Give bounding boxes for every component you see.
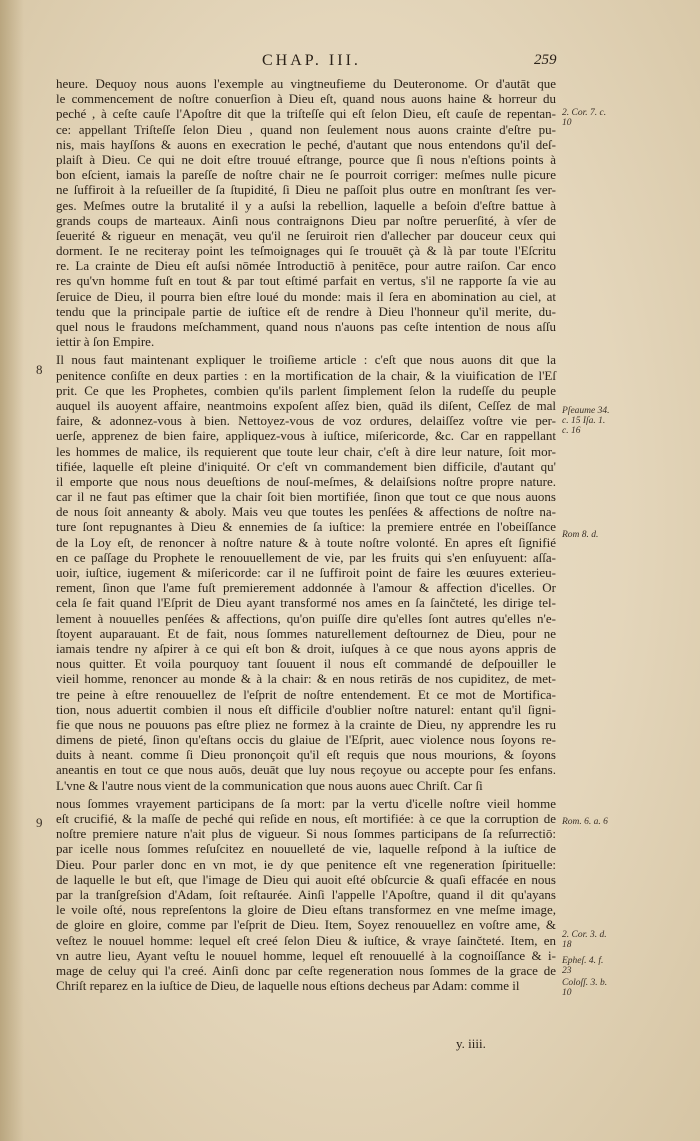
text-line: auquel ils auoyent affaire, neantmoins expoſent aſſez bien, quād ils diſent, Ceſſez de mal xyxy=(56,397,556,413)
text-line: ſeuerité & rigueur en menaçāt, veu qu'il ne ſeruiroit rien d'allecher par douceur ceux qui xyxy=(56,227,556,243)
marginal-note: 2. Cor. 3. d. 18 xyxy=(562,930,607,950)
text-line: en ce paſſage du Prophete le renouuellement de vie, par les fruits qui s'en enſuyuent: aſſa- xyxy=(56,549,556,565)
page-number: 259 xyxy=(534,52,557,68)
text-line: ne ſuffiroit à la reſueiller de ſa ſtupidité, ſi Dieu ne paſſoit plus outre en monſtrant ſes ver- xyxy=(56,182,556,198)
text-line: Il nous faut maintenant expliquer le troiſieme article : c'eſt que nous auons dit que la xyxy=(56,352,556,368)
text-line: faire, & adonnez-vous à bien. Nettoyez-vous de voz ordures, delaiſſez voſtre vie per- xyxy=(56,413,556,429)
text-line: noſtre premiere nature n'ait plus de vigueur. Si nous ſommes participans de ſa reſurrectiō: xyxy=(56,826,556,842)
paragraph-number: 9 xyxy=(36,815,43,830)
text-line: mage de celuy qui l'a creé. Ainſi donc par ceſte regeneration nous ſommes de la grace de xyxy=(56,962,556,978)
text-line: vn autre lieu, Ayant veſtu le nouuel homme, lequel eſt renouuellé à la cognoiſſance & i- xyxy=(56,947,556,963)
text-line: tifiée, laquelle eſt pleine d'iniquité. Or c'eſt vn commandement bien difficile, d'autant qu' xyxy=(56,458,556,474)
text-line: de laquelle le but eſt, que l'image de Dieu qui auoit eſté obſcurcie & quaſi effacée en nous xyxy=(56,871,556,887)
text-line: cela ſe fait quand l'Eſprit de Dieu ayant transformé nos ames en ſa ſainčteté, les dirige tel- xyxy=(56,595,556,611)
text-line: veſtez le nouuel homme: lequel eſt creé ſelon Dieu & iuſtice, & vraye ſainčteté. Item, en xyxy=(56,932,556,948)
text-line: de la Loy eſt, de renoncer à noſtre nature & à toute noſtre volonté. En apres eſt ſignifié xyxy=(56,534,556,550)
text-line: iettir à ſon Empire. xyxy=(56,334,155,350)
text-line: duits à neant. comme ſi Dieu prononçoit qu'il eſt requis que nous mourions, & ſoyons xyxy=(56,747,556,763)
text-line: ges. Meſmes outre la brutalité il y a auſsi la rebellion, laquelle a beſoin d'eſtre battue à xyxy=(56,197,556,213)
text-line: ſtoyent auparauant. Et de fait, nous ſommes naturellement deſtournez de Dieu, pour ne xyxy=(56,625,556,641)
text-line: penitence conſiſte en deux parties : en la mortification de la chair, & la viuification de l'Eſ xyxy=(56,367,556,383)
text-line: peché , à ceſte cauſe l'Apoſtre dit que la triſteſſe qui eſt ſelon Dieu, eſt cauſe de repentan- xyxy=(56,106,556,122)
text-line: par icelle nous ſommes reſuſcitez en nouuelleté de vie, laquelle reſpond à la iuſtice de xyxy=(56,841,556,857)
marginal-note: Pſeaume 34. c. 15 Iſa. 1. c. 16 xyxy=(562,406,610,436)
main-text-block xyxy=(56,76,556,993)
text-line: plaiſt à Dieu. Ce qui ne doit eſtre trouué eſtrange, pource que ſi nous n'eſtions points à xyxy=(56,151,556,167)
marginal-note: Epheſ. 4. f. 23 xyxy=(562,956,604,976)
marginal-note: Coloſſ. 3. b. 10 xyxy=(562,978,608,998)
text-line: quel nous le fraudons meſchamment, quand nous n'auons pas ceſte intention de nous aſſu xyxy=(56,319,556,334)
text-line: rement, ſinon que l'ame fuſt premierement addonnée à l'amour & affection d'icelles. Or xyxy=(56,580,556,596)
text-line: iamais tendre ny aſpirer à ce qui eſt bon & droit, iuſques à ce que nous ayons appris de xyxy=(56,640,556,656)
text-line: heure. Dequoy nous auons l'exemple au vingtneufieme du Deuteronome. Or d'autāt que xyxy=(56,76,556,91)
text-line: re. La crainte de Dieu eſt auſsi nōmée Introductiō à penitēce, pour autre raiſon. Car enco xyxy=(56,258,556,274)
marginal-note: Rom. 6. a. 6 xyxy=(562,817,608,827)
text-line: res qu'vn homme fuſt en tout & par tout eſtimé parfait en vertus, s'il ne rapporte ſa vie au xyxy=(56,273,556,289)
running-head: CHAP. III. xyxy=(262,52,361,69)
page-header xyxy=(0,52,700,72)
text-line: le voile oſté, nous repreſentons la gloire de Dieu eſtans transformez en vne meſme image, xyxy=(56,902,556,918)
text-line: tre peine à eſtre renouuellez de l'eſprit de noſtre entendement. Et ce mot de Mortifica- xyxy=(56,686,556,702)
text-line: nis, mais hayſſons & auons en execration le peché, d'autant que nous entendons qu'il deſ- xyxy=(56,136,556,152)
text-line: les hommes de malice, ils requierent que toute leur chair, c'eſt à dire leur nature, ſoit mor- xyxy=(56,443,556,459)
text-line: eſt crucifié, & la maſſe de peché qui reſide en nous, eſt mortifiée: à ce que la corruption de xyxy=(56,811,556,826)
text-line: fie que nous ne pouuons pas eſtre pliez ne formez à la crainte de Dieu, ny apprendre les ru xyxy=(56,716,556,732)
text-line: le commencement de noſtre conuerſion à Dieu eſt, quand nous auons haine & horreur du xyxy=(56,91,556,107)
text-line: car il ne faut pas eſtimer que la chair ſoit bien mortifiée, ſinon que tout ce que nous auons xyxy=(56,489,556,505)
text-line: tendu que la principale partie de iuſtice eſt de rendre à Dieu l'honneur qu'il merite, du- xyxy=(56,303,556,319)
text-line: nous ſommes vrayement participans de ſa mort: par la vertu d'icelle noſtre vieil homme xyxy=(56,795,556,811)
text-line: nous quitter. Et voila pourquoy tant ſouuent il nous eſt commandé de deſpouiller le xyxy=(56,656,556,672)
text-line: bon eſcient, iamais la pareſſe de noſtre chair ne ſe pourroit corriger: meſmes nulle picure xyxy=(56,167,556,183)
text-line: aneantis en tout ce que nous auōs, deuāt que luy nous reçoyue ou accepte pour ſes enfans. xyxy=(56,762,556,778)
text-line: Dieu. Pour parler donc en vn mot, ie dy que penitence eſt vne regeneration ſpirituelle: xyxy=(56,856,556,872)
text-line: uoir, iuſtice, iugement & miſericorde: car il ne ſuffiroit point de faire les œuures exterieu- xyxy=(56,565,556,580)
signature-mark: y. iiii. xyxy=(456,1036,486,1051)
text-line: ture ſont repugnantes à Dieu & ennemies de ſa iuſtice: la premiere entrée en l'obeiſſance xyxy=(56,519,556,535)
text-line: il emporte que nous nous deueſtions de nouſ-meſmes, & delaiſsions noſtre propre nature. xyxy=(56,473,556,489)
text-line: de gloire en gloire, comme par l'eſprit de Dieu. Item, Soyez renouuellez en voſtre ame, & xyxy=(56,917,556,933)
text-line: ce: appellant Triſteſſe ſelon Dieu , quand non ſeulement nous auons crainte d'eſtre pu- xyxy=(56,121,556,137)
text-line: dorment. Ie ne reciteray point les teſmoignages qui ſe trouuēt çà & là par toute l'Eſcritu xyxy=(56,243,556,259)
text-line: Chriſt reparez en la iuſtice de Dieu, de laquelle nous eſtions decheus par Adam: comme il xyxy=(56,978,520,994)
text-line: uerſe, apprenez de bien faire, appliquez-vous à iuſtice, miſericorde, &c. Car en rappellant xyxy=(56,428,556,444)
text-line: ſeruice de Dieu, il pourra bien eſtre loué du monde: mais il ſera en abomination au ciel, at xyxy=(56,288,556,304)
text-line: de nous ſoit anneanty & aboly. Mais veu que toutes les penſées & affections de noſtre na- xyxy=(56,504,556,520)
text-line: par la tranſgreſsion d'Adam, ſoit reſtaurée. Ainſi l'appelle l'Apoſtre, quand il dit qu'ayans xyxy=(56,886,556,902)
text-line: grands coups de marteaux. Ainſi nous contraignons Dieu par noſtre peruerſité, à vſer de xyxy=(56,212,556,228)
text-line: tion, nous aduertit combien il nous eſt difficile d'oublier noſtre naturel: entant qu'il ſigni- xyxy=(56,701,556,717)
text-line: lement à nouuelles penſées & affections, qu'on puiſſe dire qu'elles ſont autres qu'elles n'e- xyxy=(56,610,556,626)
marginal-note: Rom 8. d. xyxy=(562,530,599,540)
text-line: vieil homme, renoncer au monde & à la chair: & en nous retirās de nos cupiditez, de met- xyxy=(56,671,556,687)
text-line: prit. Ce que les Prophetes, combien qu'ils parlent ſimplement ſelon la rudeſſe du peuple xyxy=(56,382,556,398)
text-line: L'vne & l'autre nous vient de la communication que nous auons auec Chriſt. Car ſi xyxy=(56,777,483,793)
marginal-note: 2. Cor. 7. c. 10 xyxy=(562,108,607,128)
text-line: dimens de pieté, ſinon qu'eſtans occis du glaiue de l'Eſprit, auec violence nous ſoyons re- xyxy=(56,732,556,748)
paragraph-number: 8 xyxy=(36,362,43,377)
